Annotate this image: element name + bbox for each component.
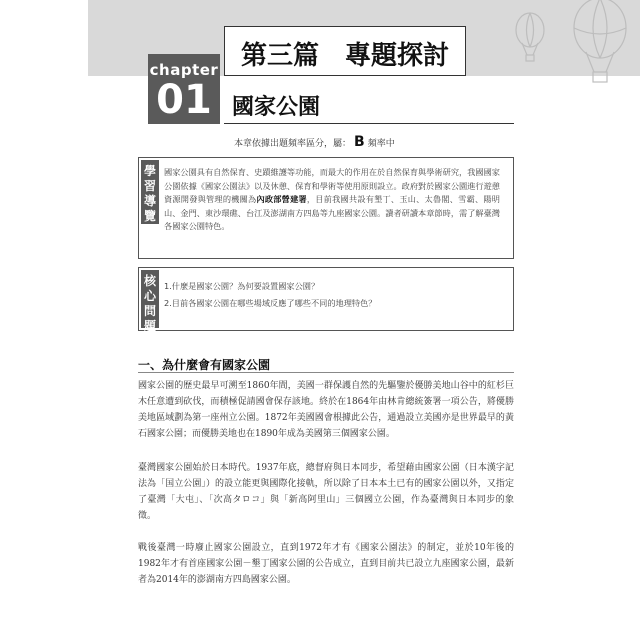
guide-text-after: ，目前我國共設有墾丁、玉山、太魯閣、雪霸、陽明山、金門、東沙環礁、台江及澎湖南方四島等九座國家公園。讀者研讀本章節時，需了解臺灣各國家公園特色。: [164, 194, 500, 232]
body-paragraph: 戰後臺灣一時廢止國家公園設立，直到1972年才有《國家公園法》的制定，並於10年後的1982年才有首座國家公園－墾丁國家公園的公告成立，直到目前共已設立九座國家公園，最新者為2014年的澎湖南方四島國家公園。: [138, 543, 514, 585]
frequency-grade: B: [354, 134, 365, 150]
chapter-title-box: [224, 84, 514, 124]
learning-guide-text: [164, 166, 500, 234]
frequency-suffix: 頻率中: [367, 139, 395, 149]
body-paragraph: 國家公園的歷史最早可溯至1860年間，美國一群保護自然的先驅鑒於優勝美地山谷中的紅杉巨木任意遭到砍伐，而積極促請國會保存該地。終於在1864年由林肯總統簽署一項公告，將優勝美地區域劃為第一座州立公園。1872年美國國會根據此公告，通過設立美國亦是世界最早的黃石國家公園；而優勝美地也在1890年成為美國第三個國家公園。: [138, 381, 514, 439]
part-title: 第三篇 專題探討: [241, 41, 450, 71]
core-questions-tag: 核心問題: [141, 270, 159, 328]
frequency-prefix: 本章依據出題頻率區分，屬：: [234, 139, 352, 149]
section-heading: 一、為什麼會有國家公園: [138, 358, 271, 372]
chapter-number: 01: [156, 77, 212, 123]
part-title-box: [224, 26, 466, 76]
core-question: 2.目前各國家公園在哪些場域反應了哪些不同的地理特色？: [164, 298, 377, 308]
chapter-title: 國家公園: [232, 95, 321, 120]
body-paragraph: 臺灣國家公園始於日本時代。1937年底，總督府與日本同步，希望藉由國家公園（日本漢字記法為「国立公園」）的設立能更與國際化接軌，所以除了日本本土已有的國家公園以外，又指定了臺灣「大屯」、「次高タロコ」與「新高阿里山」三個國立公園，作為臺灣與日本同步的象徵。: [138, 463, 514, 521]
core-questions-list: [164, 278, 504, 312]
guide-agency: 內政部營建署: [256, 194, 307, 205]
chapter-badge: [148, 54, 220, 124]
core-question: 1.什麼是國家公園？為何要設置國家公園？: [164, 281, 320, 291]
section-divider: [138, 372, 514, 373]
frequency-line: [234, 134, 395, 150]
learning-guide-tag: 學習導覽: [141, 160, 159, 224]
chapter-label: chapter: [149, 61, 219, 79]
guide-text-before: 國家公園具有自然保育、史蹟維護等功能，而最大的作用在於自然保育與學術研究，我國國家公園依據《國家公園法》以及休憩、保育和學術等使用原則設立。政府對於國家公園進行遊憩資源開發與管理的機關為: [164, 167, 500, 205]
